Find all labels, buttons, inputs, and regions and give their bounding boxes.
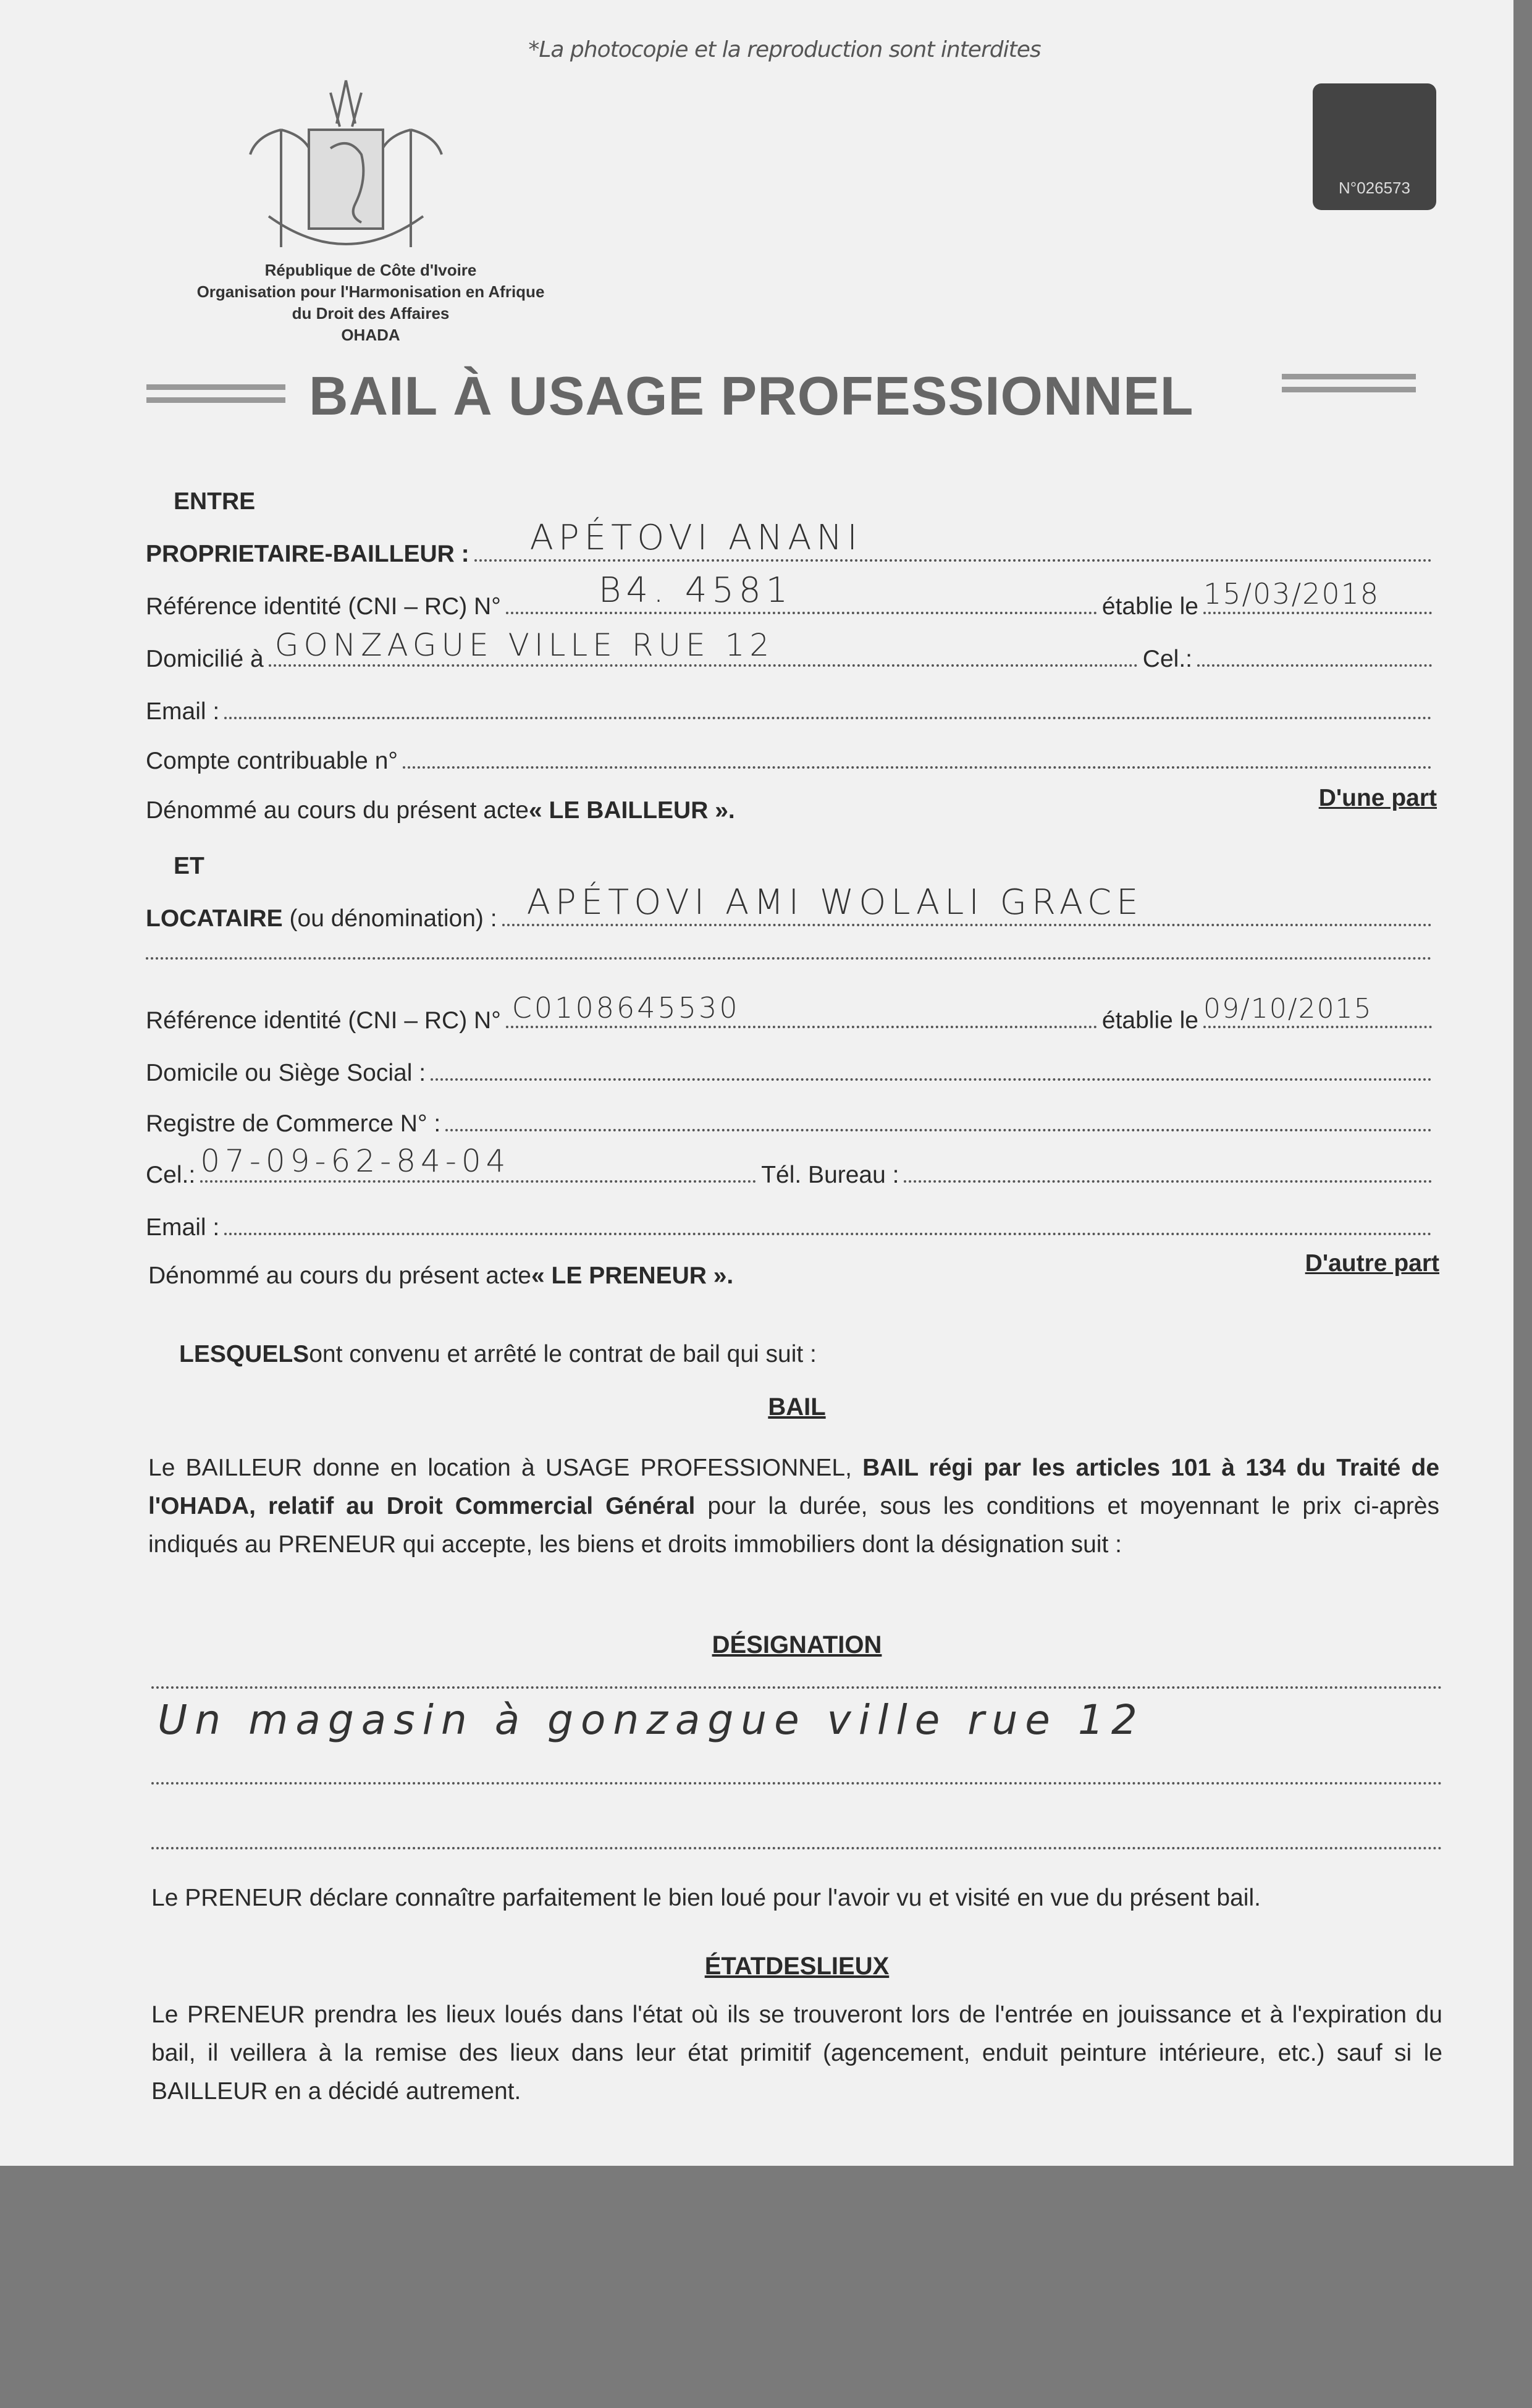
owner-denomme-bold: « LE BAILLEUR ». [529,797,735,824]
lesquels-bold: LESQUELS [179,1341,309,1367]
tenant-ref-field[interactable] [506,991,1097,1028]
issuer-line: République de Côte d'Ivoire [264,261,477,279]
title-rule-right [1282,374,1416,392]
issuer-line: OHADA [341,326,400,344]
preneur-declare: Le PRENEUR déclare connaître parfaitement le bien loué pour l'avoir vu et visité en vue du présent bail. [151,1885,1261,1911]
bail-text-1: Le BAILLEUR donne en location à USAGE PROFESSIONNEL, [148,1455,863,1481]
issuer-block [154,260,587,346]
designation-line[interactable] [151,1844,1442,1849]
tenant-ref-date-label: établie le [1101,1007,1198,1034]
tenant-denomme-bold: « LE PRENEUR ». [531,1262,734,1289]
owner-ref-field[interactable] [506,570,1097,614]
bail-paragraph [148,1449,1439,1564]
owner-tax-label: Compte contribuable n° [146,748,398,774]
owner-domicile-value: GONZAGUE VILLE RUE 12 [274,627,775,663]
tenant-cel-label: Cel.: [146,1162,196,1188]
owner-denomme-text: Dénommé au cours du présent acte [146,797,529,824]
tenant-tel-label: Tél. Bureau : [761,1162,899,1188]
designation-line[interactable] [151,1684,1442,1689]
owner-cel-label: Cel.: [1142,646,1192,672]
entre-label: ENTRE [174,488,256,515]
tenant-label: LOCATAIRE [146,905,283,932]
owner-ref-date-field[interactable] [1203,577,1432,614]
issuer-line: du Droit des Affaires [292,304,450,323]
tenant-field-extra[interactable] [146,955,1432,960]
owner-label: PROPRIETAIRE-BAILLEUR : [146,541,469,567]
tenant-denomme-text: Dénommé au cours du présent acte [148,1262,532,1289]
et-label: ET [174,853,204,879]
tenant-registre-field[interactable] [445,1126,1432,1131]
bail-heading: BAIL [768,1393,826,1421]
tenant-email-label: Email : [146,1214,220,1241]
owner-ref-date-label: établie le [1101,593,1198,620]
owner-domicile-field[interactable] [269,627,1138,667]
owner-domicile-label: Domicilié à [146,646,264,672]
title-rule-left [146,384,285,403]
owner-ref-value: B4. 4581 [598,570,793,610]
issuer-line: Organisation pour l'Harmonisation en Afrique [196,282,545,301]
header-note: *La photocopie et la reproduction sont interdites [528,37,1041,62]
etat-paragraph: Le PRENEUR prendra les lieux loués dans l'état où ils se trouveront lors de l'entrée en jouissance et à l'expiration du bail, il veillera à la remise des lieux dans leur état primitif (agencement, enduit peinture intérieure, etc.) sauf si le BAILLEUR en a décidé autrement. [151,2001,1442,2105]
tenant-email-field[interactable] [224,1230,1432,1235]
document-title: BAIL À USAGE PROFESSIONNEL [309,365,1194,426]
designation-heading: DÉSIGNATION [712,1631,882,1658]
etat-heading: ÉTATDESLIEUX [704,1953,890,1980]
bail-text-2: pour la durée, sous les conditions et moyennant le prix ci-après indiqués au PRENEUR qui accepte, les biens et droits immobiliers dont la désignation suit : [148,1493,1439,1558]
tenant-cel-field[interactable] [200,1143,756,1183]
stamp-number: N°026573 [1339,179,1410,197]
tenant-cel-value: 07-09-62-84-04 [200,1143,511,1179]
tenant-siege-field[interactable] [431,1076,1432,1081]
tenant-field[interactable] [502,882,1432,926]
tenant-registre-label: Registre de Commerce N° : [146,1110,441,1137]
designation-line[interactable] [151,1696,1442,1747]
tenant-ref-value: C0108645530 [511,991,740,1024]
designation-line[interactable] [151,1780,1442,1785]
owner-tax-field[interactable] [403,764,1432,769]
tenant-tel-field[interactable] [904,1178,1432,1183]
owner-email-label: Email : [146,698,220,725]
owner-cel-field[interactable] [1197,662,1432,667]
tenant-ref-label: Référence identité (CNI – RC) N° [146,1007,501,1034]
owner-email-field[interactable] [224,714,1432,719]
dautre-part: D'autre part [1305,1250,1439,1277]
owner-field[interactable] [474,518,1432,562]
tenant-ref-date-value: 09/10/2015 [1203,993,1373,1024]
owner-value: APÉTOVI ANANI [529,518,862,558]
tenant-ref-date-field[interactable] [1203,993,1432,1028]
tenant-value: APÉTOVI AMI WOLALI GRACE [526,882,1143,923]
bail-text-bold: BAIL régi par les articles 101 à 134 du Traité de l'OHADA, relatif au Droit Commercial Général [148,1455,1440,1519]
lesquels-text: ont convenu et arrêté le contrat de bail qui suit : [309,1341,817,1367]
dune-part: D'une part [1318,785,1437,811]
owner-ref-label: Référence identité (CNI – RC) N° [146,593,501,620]
fiscal-stamp [1313,83,1436,210]
tenant-siege-label: Domicile ou Siège Social : [146,1060,426,1086]
owner-ref-date-value: 15/03/2018 [1203,577,1380,610]
coat-of-arms-logo [244,74,448,260]
tenant-label-rest: (ou dénomination) : [282,905,497,932]
designation-value: Un magasin à gonzague ville rue 12 [158,1696,1145,1744]
